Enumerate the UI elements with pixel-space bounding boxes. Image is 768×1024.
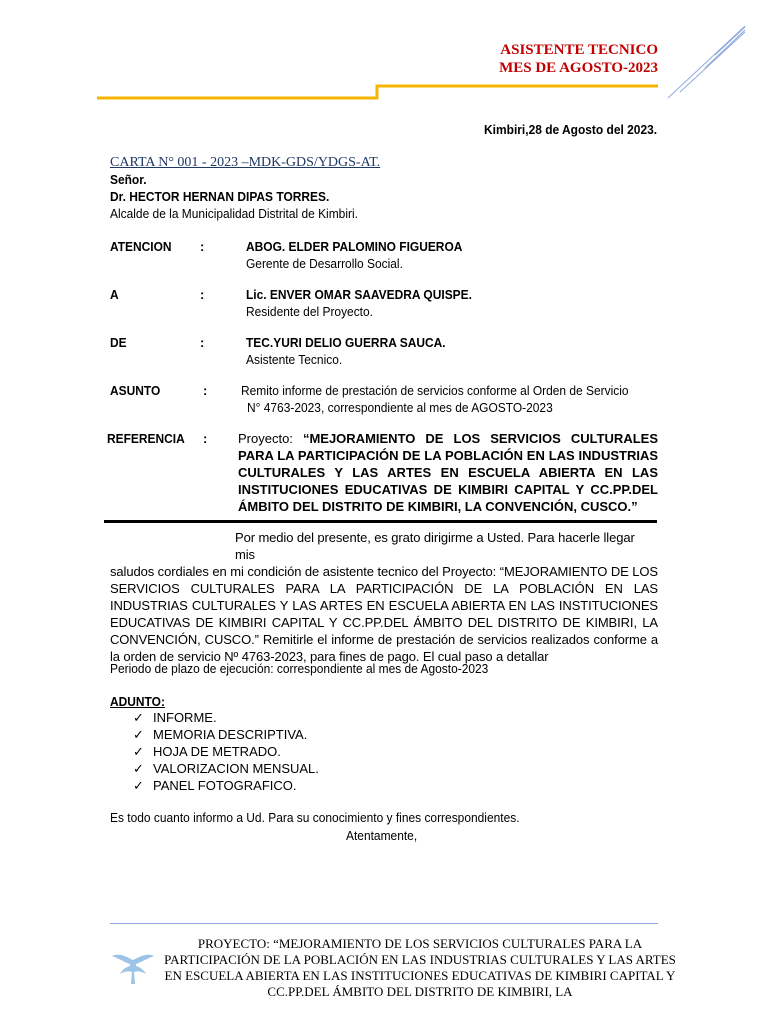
atencion-name: ABOG. ELDER PALOMINO FIGUEROA: [246, 239, 463, 254]
referencia-project-title: “MEJORAMIENTO DE LOS SERVICIOS CULTURALES PARA LA PARTICIPACIÓN DE LA POBLACIÓN EN LAS INDUSTRIAS CULTURALES Y LAS ARTES EN ESCUELA ABIERTA EN LAS INSTITUCIONES EDUCATIVAS DE KIMBIRI CAPITAL Y CC.PP.DEL ÁMBITO DEL DISTRITO DE KIMBIRI, LA CONVENCIÓN, CUSCO.”: [238, 431, 658, 514]
check-icon: ✓: [133, 778, 144, 793]
check-icon: ✓: [133, 761, 144, 776]
adjunto-item-label: PANEL FOTOGRAFICO.: [153, 778, 297, 793]
a-role: Residente del Proyecto.: [246, 304, 373, 319]
carta-number: [110, 155, 380, 171]
de-role: Asistente Tecnico.: [246, 352, 343, 367]
de-colon: :: [200, 335, 205, 350]
recipient-name: Dr. HECTOR HERNAN DIPAS TORRES.: [110, 189, 330, 204]
body-paragraph: [110, 529, 658, 665]
carta-number-text: CARTA N° 001 - 2023 –MDK-GDS/YDGS-AT.: [110, 155, 381, 170]
header-decoration: [0, 0, 768, 110]
adjunto-item-label: VALORIZACION MENSUAL.: [153, 761, 319, 776]
adjunto-item: [133, 744, 281, 760]
letter-date: Kimbiri,28 de Agosto del 2023.: [483, 122, 657, 137]
period-text: Periodo de plazo de ejecución: correspondiente al mes de Agosto-2023: [110, 661, 489, 676]
recipient-title: Alcalde de la Municipalidad Distrital de Kimbiri.: [110, 206, 358, 221]
body-rest: saludos cordiales en mi condición de asistente tecnico del Proyecto: “MEJORAMIENTO DE LOS SERVICIOS CULTURALES PARA LA PARTICIPACIÓN DE LA POBLACIÓN EN LAS INDUSTRIAS CULTURALES Y LAS ARTES EN ESCUELA ABIERTA EN LAS INSTITUCIONES EDUCATIVAS DE KIMBIRI CAPITAL Y CC.PP.DEL ÁMBITO DEL DISTRITO DE KIMBIRI, LA CONVENCIÓN, CUSCO.” Remitirle el informe de prestación de servicios realizados conforme a la orden de servicio Nº 4763-2023, para fines de pago. El cual paso a detallar: [110, 564, 658, 664]
de-label: DE: [110, 335, 127, 350]
referencia-text: [238, 430, 658, 515]
footer-logo-icon: [110, 950, 156, 986]
a-colon: :: [200, 287, 205, 302]
section-divider: [104, 520, 657, 523]
a-name: Lic. ENVER OMAR SAAVEDRA QUISPE.: [246, 287, 472, 302]
asunto-colon: :: [203, 383, 208, 398]
footer-divider: [110, 923, 658, 924]
adjunto-item: [133, 710, 217, 726]
body-first-line: Por medio del presente, es grato dirigirme a Usted. Para hacerle llegar mis: [235, 530, 635, 562]
adjunto-item: [133, 761, 319, 777]
atencion-role: Gerente de Desarrollo Social.: [246, 256, 403, 271]
asunto-line2: N° 4763-2023, correspondiente al mes de AGOSTO-2023: [247, 400, 553, 415]
adjunto-item-label: INFORME.: [153, 710, 217, 725]
asunto-line1: Remito informe de prestación de servicios conforme al Orden de Servicio: [241, 383, 629, 398]
salutation: Señor.: [110, 172, 147, 187]
a-label: A: [110, 287, 119, 302]
closing-text: Es todo cuanto informo a Ud. Para su conocimiento y fines correspondientes.: [110, 810, 520, 825]
check-icon: ✓: [133, 727, 144, 742]
footer-project-text: PROYECTO: “MEJORAMIENTO DE LOS SERVICIOS CULTURALES PARA LA PARTICIPACIÓN DE LA POBLACIÓN EN LAS INDUSTRIAS CULTURALES Y LAS ARTES EN ESCUELA ABIERTA EN LAS INSTITUCIONES EDUCATIVAS DE KIMBIRI CAPITAL Y CC.PP.DEL ÁMBITO DEL DISTRITO DE KIMBIRI, LA: [164, 936, 676, 999]
header-title-line2: MES DE AGOSTO-2023: [499, 60, 658, 76]
asunto-label: ASUNTO: [110, 383, 161, 398]
corner-diagonal-lines: [668, 26, 745, 98]
header-accent-line: [97, 86, 658, 98]
check-icon: ✓: [133, 710, 144, 725]
de-name: TEC.YURI DELIO GUERRA SAUCA.: [246, 335, 446, 350]
referencia-label: REFERENCIA: [107, 431, 185, 446]
atencion-label: ATENCION: [110, 239, 172, 254]
adjunto-item: [133, 778, 297, 794]
referencia-colon: :: [203, 431, 208, 446]
adjunto-item: [133, 727, 307, 743]
check-icon: ✓: [133, 744, 144, 759]
adjunto-item-label: HOJA DE METRADO.: [153, 744, 281, 759]
adjunto-title: ADUNTO:: [110, 694, 165, 709]
atencion-colon: :: [200, 239, 205, 254]
signoff-text: Atentamente,: [346, 828, 418, 843]
adjunto-item-label: MEMORIA DESCRIPTIVA.: [153, 727, 308, 742]
header-title-line1: ASISTENTE TECNICO: [500, 42, 658, 58]
referencia-prefix: Proyecto:: [238, 431, 303, 446]
